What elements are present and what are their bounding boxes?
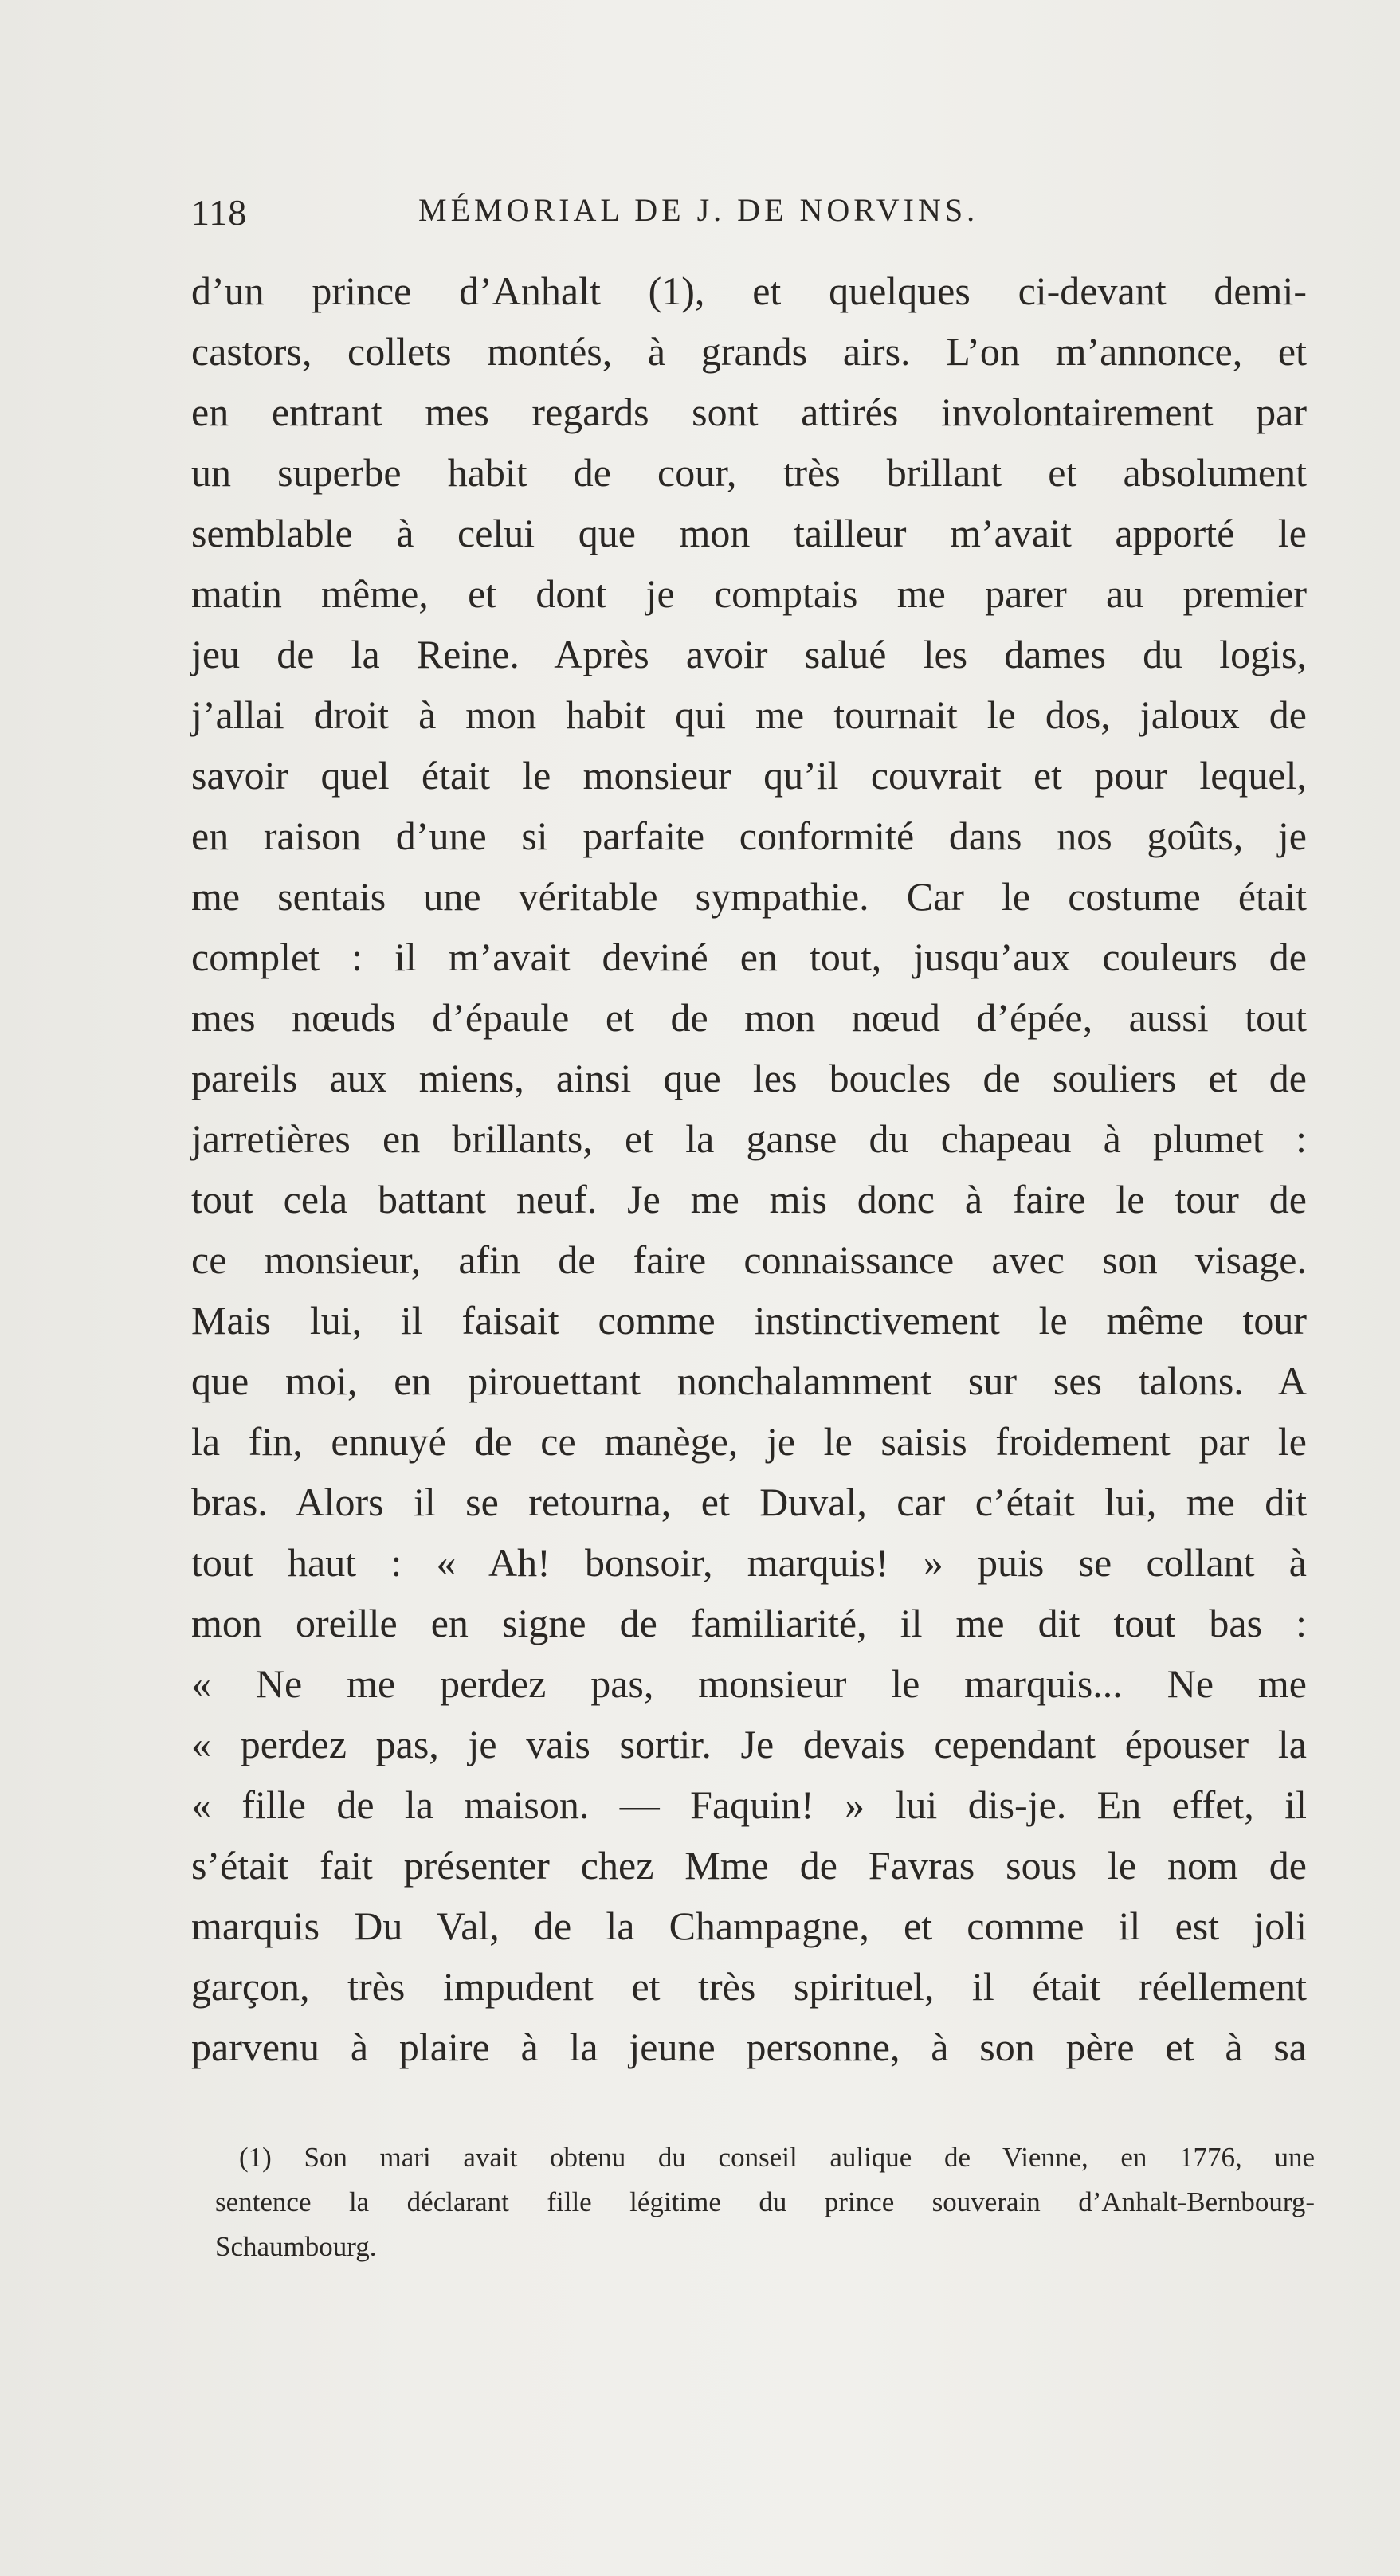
text-line: garçon, très impudent et très spirituel, il était réellement: [191, 1964, 1307, 2009]
text-line: en entrant mes regards sont attirés involontairement par: [191, 390, 1307, 434]
footnote: [215, 2135, 1315, 2269]
text-line: ce monsieur, afin de faire connaissance avec son visage.: [191, 1237, 1307, 1282]
page-number: 118: [191, 192, 248, 233]
text-line: parvenu à plaire à la jeune personne, à son père et à sa: [191, 2025, 1307, 2069]
text-line: que moi, en pirouettant nonchalamment sur ses talons. A: [191, 1359, 1307, 1403]
text-line: jarretières en brillants, et la ganse du chapeau à plumet :: [191, 1116, 1307, 1161]
text-line: la fin, ennuyé de ce manège, je le saisis froidement par le: [191, 1419, 1307, 1464]
page-header: [191, 191, 1307, 247]
text-line: « perdez pas, je vais sortir. Je devais cependant épouser la: [191, 1722, 1307, 1766]
text-line: pareils aux miens, ainsi que les boucles de souliers et de: [191, 1056, 1307, 1100]
footnote-line: sentence la déclarant fille légitime du prince souverain d’Anhalt-Bernbourg-: [215, 2186, 1315, 2217]
text-line: matin même, et dont je comptais me parer au premier: [191, 571, 1307, 616]
text-line: tout haut : « Ah! bonsoir, marquis! » puis se collant à: [191, 1540, 1307, 1585]
text-line: jeu de la Reine. Après avoir salué les dames du logis,: [191, 632, 1307, 676]
text-line: savoir quel était le monsieur qu’il couvrait et pour lequel,: [191, 753, 1307, 798]
text-line: mon oreille en signe de familiarité, il me dit tout bas :: [191, 1601, 1307, 1645]
text-line: complet : il m’avait deviné en tout, jusqu’aux couleurs de: [191, 935, 1307, 979]
text-line: semblable à celui que mon tailleur m’avait apporté le: [191, 511, 1307, 555]
body-text: [191, 261, 1307, 2077]
running-title: MÉMORIAL DE J. DE NORVINS.: [418, 192, 979, 228]
text-line: un superbe habit de cour, très brillant et absolument: [191, 450, 1307, 495]
text-line: Mais lui, il faisait comme instinctivement le même tour: [191, 1298, 1307, 1343]
footnote-line: Schaumbourg.: [215, 2231, 377, 2262]
footnote-line: (1) Son mari avait obtenu du conseil aulique de Vienne, en 1776, une: [239, 2142, 1315, 2173]
text-line: j’allai droit à mon habit qui me tournait le dos, jaloux de: [191, 692, 1307, 737]
text-line: mes nœuds d’épaule et de mon nœud d’épée, aussi tout: [191, 995, 1307, 1040]
text-line: en raison d’une si parfaite conformité dans nos goûts, je: [191, 814, 1307, 858]
text-line: « Ne me perdez pas, monsieur le marquis... Ne me: [191, 1661, 1307, 1706]
text-line: d’un prince d’Anhalt (1), et quelques ci-devant demi-: [191, 269, 1307, 313]
text-line: me sentais une véritable sympathie. Car le costume était: [191, 874, 1307, 919]
text-line: tout cela battant neuf. Je me mis donc à faire le tour de: [191, 1177, 1307, 1221]
text-line: « fille de la maison. — Faquin! » lui dis-je. En effet, il: [191, 1782, 1307, 1827]
text-line: castors, collets montés, à grands airs. L’on m’annonce, et: [191, 329, 1307, 374]
text-line: marquis Du Val, de la Champagne, et comme il est joli: [191, 1904, 1307, 1948]
text-line: s’était fait présenter chez Mme de Favras sous le nom de: [191, 1843, 1307, 1888]
text-line: bras. Alors il se retourna, et Duval, car c’était lui, me dit: [191, 1480, 1307, 1524]
